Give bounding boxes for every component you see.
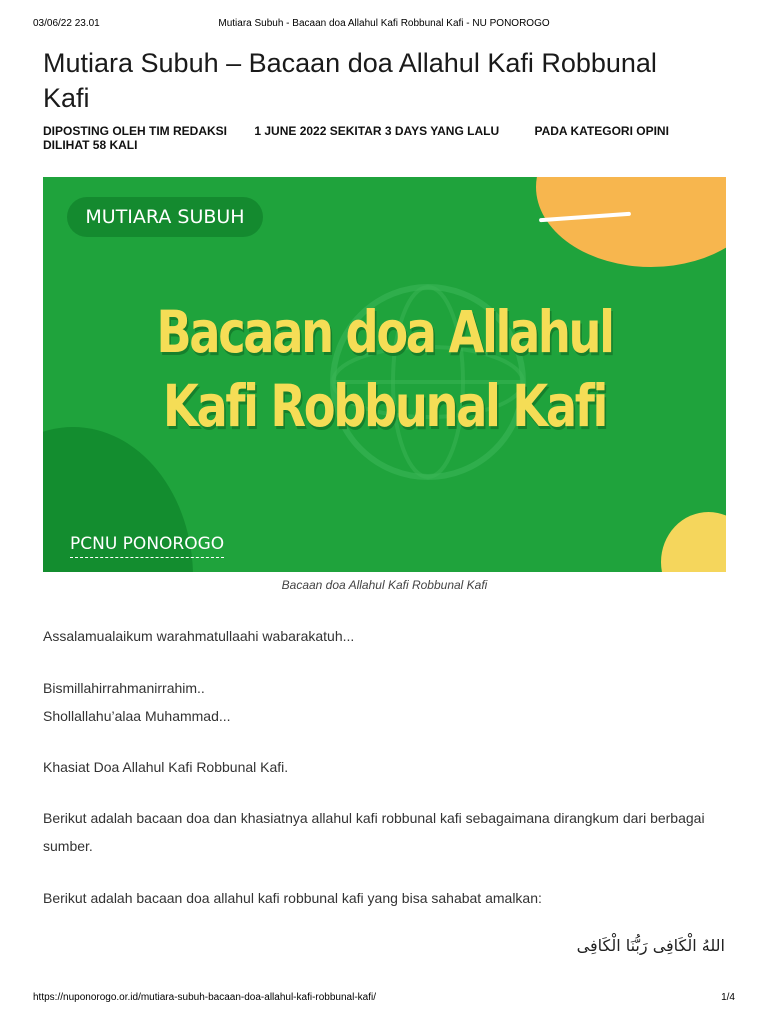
decor-blob: [536, 177, 726, 267]
arabic-prayer: اللهُ الْكَافِى رَبُّنَا الْكَافِى: [576, 936, 725, 955]
image-caption: Bacaan doa Allahul Kafi Robbunal Kafi: [281, 578, 488, 592]
featured-image: [43, 177, 726, 572]
banner-headline: [111, 295, 657, 443]
print-datetime: 03/06/22 23.01: [33, 18, 100, 29]
meta-author[interactable]: DIPOSTING OLEH TIM REDAKSI: [43, 124, 228, 138]
banner-headline-line: Bacaan doa Allahul: [156, 298, 613, 366]
meta-date: 1 JUNE 2022 SEKITAR 3 DAYS YANG LALU: [254, 124, 500, 138]
paragraph-line: Shollallahu’alaa Muhammad...: [43, 708, 231, 724]
paragraph: Berikut adalah bacaan doa dan khasiatnya allahul kafi robbunal kafi sebagaimana dirangkum dari berbagai sumber.: [43, 810, 705, 854]
brand-label: PCNU PONOROGO: [70, 534, 224, 558]
page-number: 1/4: [721, 992, 735, 1003]
print-footer: [33, 992, 735, 1006]
article-meta: [43, 124, 723, 152]
category-pill: MUTIARA SUBUH: [67, 197, 263, 237]
paragraph: [43, 674, 713, 730]
meta-category[interactable]: PADA KATEGORI OPINI: [534, 124, 669, 138]
meta-views: DILIHAT 58 KALI: [43, 138, 138, 152]
print-header: [33, 18, 735, 32]
article-title: Mutiara Subuh – Bacaan doa Allahul Kafi Robbunal Kafi: [43, 48, 657, 113]
decor-blob: [661, 512, 726, 572]
print-url: https://nuponorogo.or.id/mutiara-subuh-bacaan-doa-allahul-kafi-robbunal-kafi/: [33, 992, 376, 1003]
print-doc-title: Mutiara Subuh - Bacaan doa Allahul Kafi Robbunal Kafi - NU PONOROGO: [218, 18, 550, 29]
paragraph-line: Bismillahirrahmanirrahim..: [43, 680, 205, 696]
paragraph: Khasiat Doa Allahul Kafi Robbunal Kafi.: [43, 759, 289, 775]
paragraph: Berikut adalah bacaan doa allahul kafi robbunal kafi yang bisa sahabat amalkan:: [43, 890, 542, 906]
banner-headline-line: Kafi Robbunal Kafi: [162, 372, 607, 440]
paragraph: Assalamualaikum warahmatullaahi wabarakatuh...: [43, 628, 355, 644]
